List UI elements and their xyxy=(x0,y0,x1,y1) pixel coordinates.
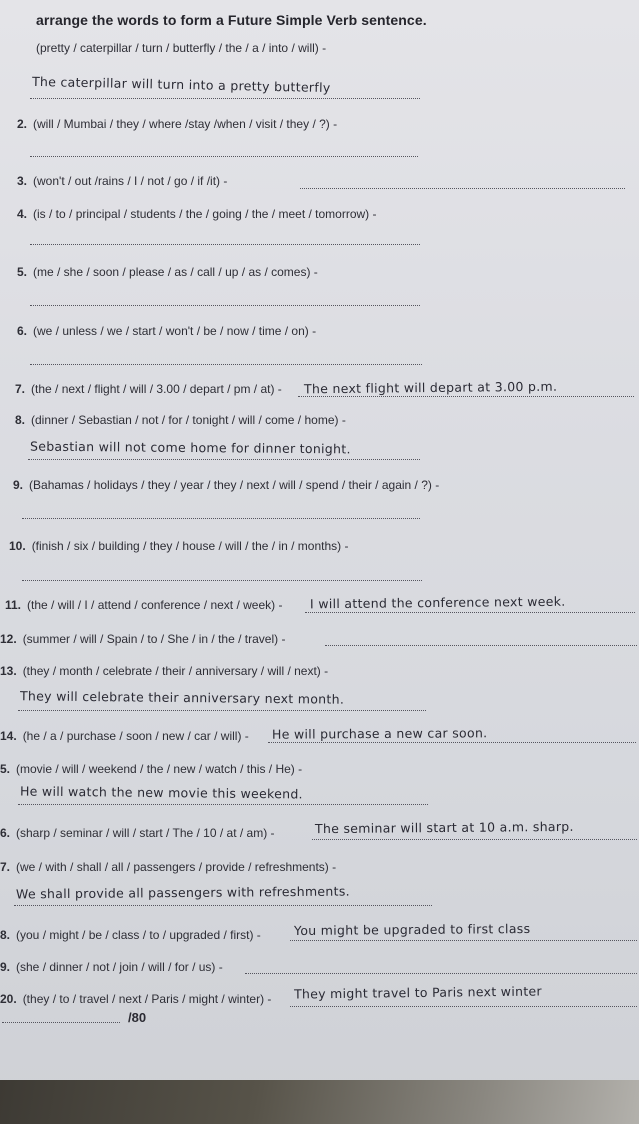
question-6 xyxy=(17,324,316,338)
question-prompt: (you / might / be / class / to / upgraded / first) - xyxy=(16,928,261,942)
question-14 xyxy=(0,729,249,743)
question-number: 12. xyxy=(0,632,17,646)
answer-line-13 xyxy=(18,710,426,711)
answer-line-11 xyxy=(305,612,635,613)
question-prompt: (Bahamas / holidays / they / year / they / next / will / spend / their / again / ?) - xyxy=(29,478,440,492)
answer-line-9 xyxy=(22,518,420,519)
answer-7: The next flight will depart at 3.00 p.m. xyxy=(303,378,558,397)
question-2 xyxy=(17,117,337,131)
question-prompt: (they / to / travel / next / Paris / might / winter) - xyxy=(22,992,272,1006)
worksheet-title: arrange the words to form a Future Simple Verb sentence. xyxy=(36,12,427,28)
answer-line-8 xyxy=(28,459,420,460)
question-prompt: (the / next / flight / will / 3.00 / depart / pm / at) - xyxy=(31,382,282,396)
answer-16: The seminar will start at 10 a.m. sharp. xyxy=(314,818,574,837)
question-8 xyxy=(15,413,346,427)
answer-line-17 xyxy=(14,905,432,906)
question-prompt: (summer / will / Spain / to / She / in / the / travel) - xyxy=(22,632,286,646)
question-prompt: (pretty / caterpillar / turn / butterfly / the / a / into / will) - xyxy=(36,41,327,55)
answer-line-12 xyxy=(325,645,637,646)
question-prompt: (will / Mumbai / they / where /stay /when / visit / they / ?) - xyxy=(33,117,338,131)
question-number: 11. xyxy=(5,598,22,612)
answer-line-7 xyxy=(298,396,634,397)
question-number: 14. xyxy=(0,729,17,743)
score-total: /80 xyxy=(128,1010,147,1025)
question-number: 2. xyxy=(17,117,28,131)
answer-1: The caterpillar will turn into a pretty butterfly xyxy=(31,73,331,96)
question-16 xyxy=(0,826,275,840)
question-prompt: (he / a / purchase / soon / new / car / will) - xyxy=(22,729,249,743)
answer-17: We shall provide all passengers with refreshments. xyxy=(15,883,350,902)
answer-8: Sebastian will not come home for dinner tonight. xyxy=(29,438,351,457)
question-prompt: (they / month / celebrate / their / anniversary / will / next) - xyxy=(22,664,329,678)
answer-line-1 xyxy=(30,98,420,99)
question-number: 7. xyxy=(0,860,11,874)
question-prompt: (me / she / soon / please / as / call / up / as / comes) - xyxy=(33,265,318,279)
question-prompt: (won't / out /rains / I / not / go / if /it) - xyxy=(33,174,228,188)
question-number: 6. xyxy=(17,324,28,338)
score-line xyxy=(2,1022,120,1023)
question-3 xyxy=(17,174,227,188)
question-number: 8. xyxy=(0,928,11,942)
question-prompt: (we / with / shall / all / passengers / provide / refreshments) - xyxy=(16,860,337,874)
question-number: 4. xyxy=(17,207,28,221)
answer-line-5 xyxy=(30,305,420,306)
question-9 xyxy=(13,478,439,492)
answer-line-16 xyxy=(312,839,637,840)
question-5 xyxy=(17,265,318,279)
question-number: 20. xyxy=(0,992,17,1006)
question-7 xyxy=(15,382,282,396)
question-prompt: (is / to / principal / students / the / going / the / meet / tomorrow) - xyxy=(33,207,377,221)
question-20 xyxy=(0,992,271,1006)
answer-line-15 xyxy=(18,804,428,805)
answer-15: He will watch the new movie this weekend. xyxy=(19,783,303,802)
answer-line-10 xyxy=(22,580,422,581)
answer-line-19 xyxy=(245,973,637,974)
question-prompt: (dinner / Sebastian / not / for / tonight / will / come / home) - xyxy=(31,413,346,427)
question-prompt: (finish / six / building / they / house / will / the / in / months) - xyxy=(31,539,349,553)
question-19 xyxy=(0,960,223,974)
question-number: 5. xyxy=(0,762,11,776)
answer-line-18 xyxy=(290,940,637,941)
answer-line-14 xyxy=(268,742,636,743)
question-10 xyxy=(9,539,349,553)
question-13 xyxy=(0,664,328,678)
question-number: 13. xyxy=(0,664,17,678)
question-number: 6. xyxy=(0,826,11,840)
question-1 xyxy=(30,41,326,55)
question-15 xyxy=(0,762,302,776)
question-number: 5. xyxy=(17,265,28,279)
question-prompt: (we / unless / we / start / won't / be / now / time / on) - xyxy=(33,324,317,338)
question-4 xyxy=(17,207,377,221)
question-prompt: (movie / will / weekend / the / new / watch / this / He) - xyxy=(16,762,303,776)
question-17 xyxy=(0,860,336,874)
answer-14: He will purchase a new car soon. xyxy=(271,725,488,742)
question-number: 3. xyxy=(17,174,28,188)
answer-20: They might travel to Paris next winter xyxy=(293,983,542,1002)
question-prompt: (the / will / I / attend / conference / next / week) - xyxy=(27,598,283,612)
question-12 xyxy=(0,632,285,646)
question-number: 8. xyxy=(15,413,26,427)
answer-18: You might be upgraded to first class xyxy=(293,920,531,939)
question-11 xyxy=(5,598,282,612)
answer-line-6 xyxy=(30,364,422,365)
question-prompt: (sharp / seminar / will / start / The / 10 / at / am) - xyxy=(16,826,275,840)
answer-line-20 xyxy=(290,1006,637,1007)
question-number: 9. xyxy=(13,478,24,492)
question-number: 10. xyxy=(9,539,26,553)
answer-line-2 xyxy=(30,156,418,157)
question-18 xyxy=(0,928,261,942)
answer-13: They will celebrate their anniversary next month. xyxy=(19,688,345,707)
table-surface xyxy=(0,1080,639,1124)
question-number: 9. xyxy=(0,960,11,974)
question-number: 7. xyxy=(15,382,26,396)
question-prompt: (she / dinner / not / join / will / for / us) - xyxy=(16,960,223,974)
answer-11: I will attend the conference next week. xyxy=(309,593,566,612)
answer-line-3 xyxy=(300,188,625,189)
answer-line-4 xyxy=(30,244,420,245)
